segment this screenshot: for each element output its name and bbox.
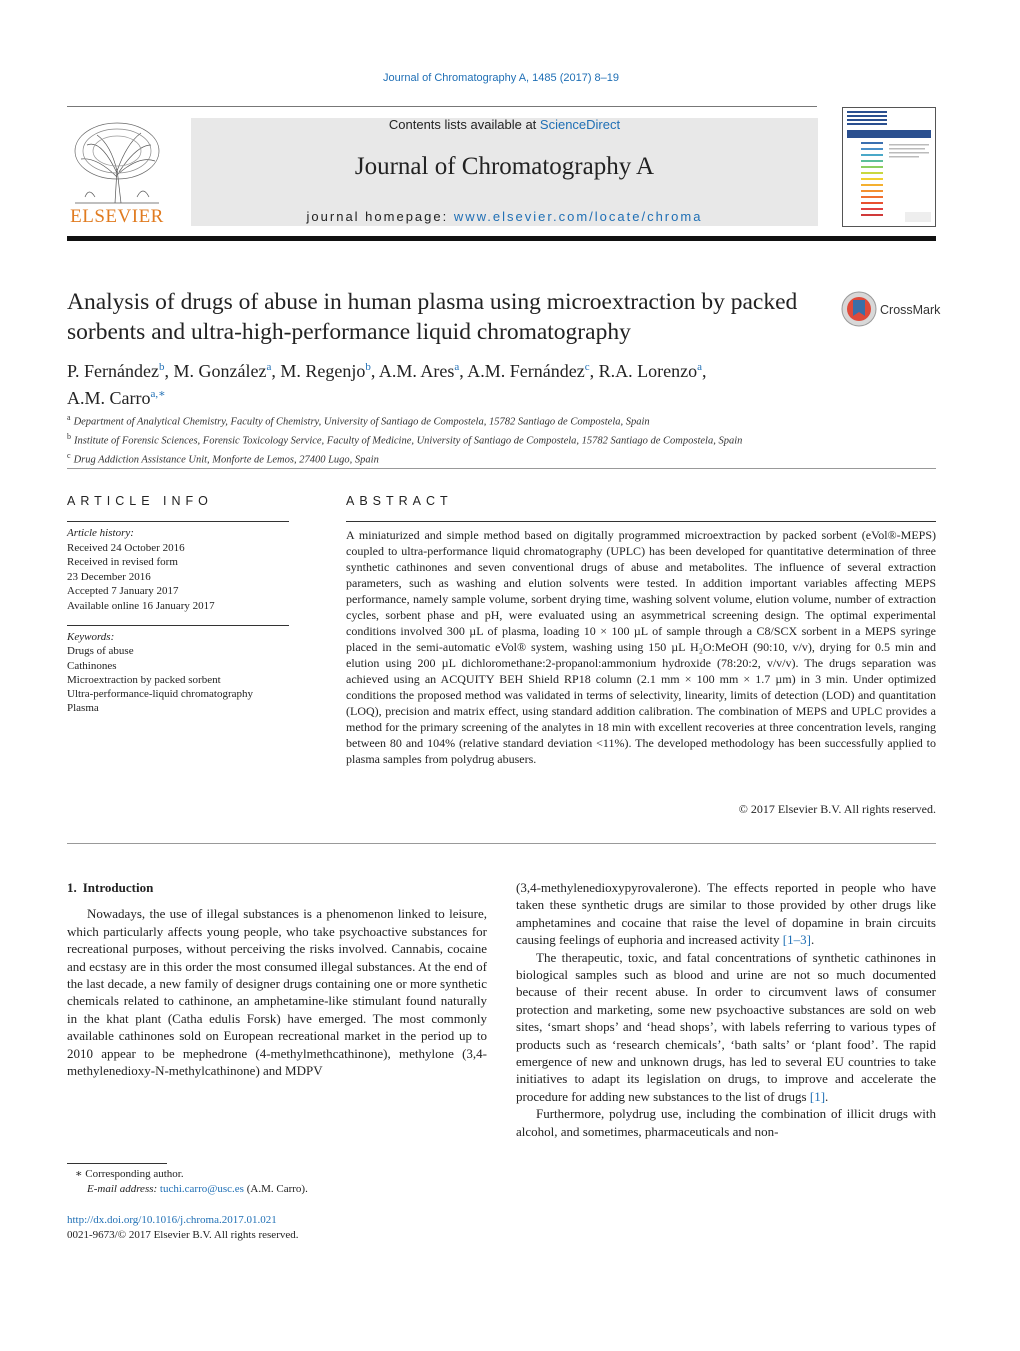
journal-title: Journal of Chromatography A (354, 153, 655, 180)
homepage-prefix: journal homepage: (306, 209, 454, 224)
keywords-rule (67, 625, 289, 626)
author[interactable]: M. Regenjo$^b$ (280, 361, 371, 381)
email-line: E-mail address: tuchi.carro@usc.es (A.M. Carro). (87, 1182, 308, 1195)
author[interactable]: P. Fernández$^b$ (67, 361, 165, 381)
article-title: Analysis of drugs of abuse in human plasma using microextraction by packed sorbents and ultra-high-performance liquid chromatography (67, 289, 798, 345)
keywords-label: Keywords: (67, 631, 115, 643)
journal-homepage (191, 209, 818, 224)
footnote (67, 1167, 487, 1196)
issn-line: 0021-9673/© 2017 Elsevier B.V. All rights reserved. (67, 1228, 299, 1241)
article-info-rule (67, 521, 289, 522)
keyword: Plasma (67, 702, 99, 715)
footnote-rule (67, 1163, 167, 1164)
publisher-logo-text: ELSEVIER (70, 206, 164, 227)
article-history (67, 526, 292, 613)
doi-block (67, 1213, 299, 1242)
author-list: P. Fernández$^b$, M. González$^a$, M. Regenjo$^b$, A.M. Ares$^a$, A.M. Fernández$^c$, R.A. Lorenzo$^a$, A.M. Carro$^{a,∗}$ (67, 361, 707, 408)
keyword: Ultra-performance-liquid chromatography (67, 688, 254, 701)
header-rule (67, 106, 817, 107)
paragraph: (3,4-methylenedioxypyrovalerone). The effects reported in people who have taken these synthetic drugs are similar to those provided by other drugs like amphetamines and cocaine that raise the level of dopamine in brain circuits causing feelings of euphoria and increased activity [1–3]. (516, 880, 936, 948)
paragraph: Furthermore, polydrug use, including the combination of illicit drugs with alcohol, and sometimes, pharmaceuticals and non- (516, 1106, 936, 1139)
journal-citation[interactable]: Journal of Chromatography A, 1485 (2017) 8–19 (382, 72, 620, 84)
history-item: Received in revised form (67, 556, 178, 568)
history-label: Article history: (67, 527, 134, 539)
keyword: Drugs of abuse (67, 645, 134, 658)
body-left-column (67, 879, 487, 1079)
crossmark-label[interactable]: CrossMark (880, 303, 941, 317)
header-thick-rule (67, 236, 936, 241)
author[interactable]: A.M. Ares$^a$ (378, 361, 460, 381)
citation-link[interactable]: [1–3] (782, 932, 811, 948)
affiliation: $^b$ Institute of Forensic Sciences, Forensic Toxicology Service, Faculty of Medicine, University of Santiago de Compostela, 15782 Santiago de Compostela, Spain (67, 432, 743, 447)
citation-link[interactable]: [1] (809, 1088, 826, 1104)
sciencedirect-link[interactable]: ScienceDirect (539, 117, 621, 132)
homepage-link[interactable]: www.elsevier.com/locate/chroma (453, 209, 703, 224)
history-item: Accepted 7 January 2017 (67, 585, 179, 597)
history-item: 23 December 2016 (67, 570, 151, 583)
body-rule (67, 843, 936, 844)
abstract-rule (346, 521, 936, 522)
section-heading: 1. Introduction (67, 880, 154, 895)
author[interactable]: R.A. Lorenzo$^a$ (598, 361, 702, 381)
paragraph: Nowadays, the use of illegal substances is a phenomenon linked to leisure, which particularly affects young people, who take psychoactive substances for recreational purposes, without perceiving the risks involved. Cannabis, cocaine and ecstasy are in this order the most consumed illegal substances. At the end of the last decade, a new family of designer drugs containing one or more synthetic chemicals related to cathinone, an amphetamine-like stimulant found naturally in the khat plant (Catha edulis Forsk) have emerged. The most commonly available cathinones sold on European recreational market in the period up to 2010 appear to be mephedrone (4-methylmethcathinone), methylone (3,4-methylenedioxy-N-methylcathinone) and MDPV (67, 906, 487, 1079)
affiliation: $^a$ Department of Analytical Chemistry, Faculty of Chemistry, University of Santiago de Compostela, 15782 Santiago de Compostela, Spain (67, 413, 650, 428)
copyright: © 2017 Elsevier B.V. All rights reserved. (738, 802, 936, 816)
contents-prefix: Contents lists available at (388, 117, 540, 132)
history-item: Received 24 October 2016 (67, 541, 185, 554)
paragraph: The therapeutic, toxic, and fatal concentrations of synthetic cathinones in biological samples such as blood and urine are not so much documented because of their recent abuse. In order to circumvent laws of consumer protection and marketing, some new psychoactive substances are sold on web sites, ‘smart shops’ and ‘head shops’, with labels referring to various types of products such as ‘research chemicals’, ‘bath salts’ or ‘plant food’. The rapid emergence of new and unknown drugs, has led to several EU countries to take initiatives to adapt its legislation on drugs, to improve and accelerate the procedure for adding new substances to the list of drugs [1]. (516, 949, 936, 1104)
keyword: Microextraction by packed sorbent (67, 673, 221, 686)
affiliations (67, 411, 937, 468)
affiliation: $^c$ Drug Addiction Assistance Unit, Monforte de Lemos, 27400 Lugo, Spain (67, 451, 379, 466)
author[interactable]: A.M. Fernández$^c$ (467, 361, 590, 381)
email-link[interactable]: tuchi.carro@usc.es (159, 1182, 244, 1195)
abstract-heading: ABSTRACT (346, 494, 453, 508)
author[interactable]: M. González$^a$ (173, 361, 272, 381)
author[interactable]: A.M. Carro$^{a,∗}$ (67, 388, 166, 408)
section-rule (67, 468, 936, 469)
abstract-text: A miniaturized and simple method based on digitally programmed microextraction by packed sorbent (eVol®-MEPS) coupled to ultra-performance liquid chromatography (UPLC) has been developed for quantitative determination of three synthetic cathinones and seven conventional drugs of abuse and metabolites. The influence of several extraction parameters, such as washing and elution solvents were tested. In addition important variables affecting MEPS performance, namely sample volume, sorbent drying time, washing solvent volume, elution volume, number of extraction cycles, sorbent phase and pH, were evaluated using an asymmetrical screening design. The optimal experimental conditions involved 300 µL of plasma, loading 10 × 100 µL of sample through a C8/SCX sorbent in a MEPS syringe placed in the semi-automatic eVol® system, washing using 150 µL H₂O:MeOH (90:10, v/v), drying for 0.5 min and elution using 200 µL dichloromethane:2-propanol:ammonium hydroxide (78:20:2, v/v/v). The drugs separation was achieved using an ACQUITY BEH Shield RP18 column (2.1 mm × 100 mm × 1.7 µm) in 3 min. Under optimized conditions the proposed method was validated in terms of selectivity, linearity, limits of detection (LOD) and quantitation (LOQ), precision and matrix effect, using standard addition calibration. The combination of MEPS and UPLC provides a method for the primary screening of the analytes in 18 min with excellent recoveries at three concentration levels, ranging between 80 and 104% (relative standard deviation <11%). The developed methodology has been successfully applied to plasma samples from polydrug abusers. (346, 528, 936, 766)
journal-cover-thumbnail (842, 107, 936, 227)
corresponding-note: ∗ Corresponding author. (75, 1168, 184, 1180)
body-right-column (516, 879, 936, 1140)
keywords (67, 630, 307, 716)
article-info-heading: ARTICLE INFO (67, 494, 213, 508)
doi-link[interactable]: http://dx.doi.org/10.1016/j.chroma.2017.01.021 (67, 1214, 277, 1226)
history-item: Available online 16 January 2017 (67, 599, 215, 612)
keyword: Cathinones (67, 659, 117, 672)
contents-line (191, 117, 818, 132)
